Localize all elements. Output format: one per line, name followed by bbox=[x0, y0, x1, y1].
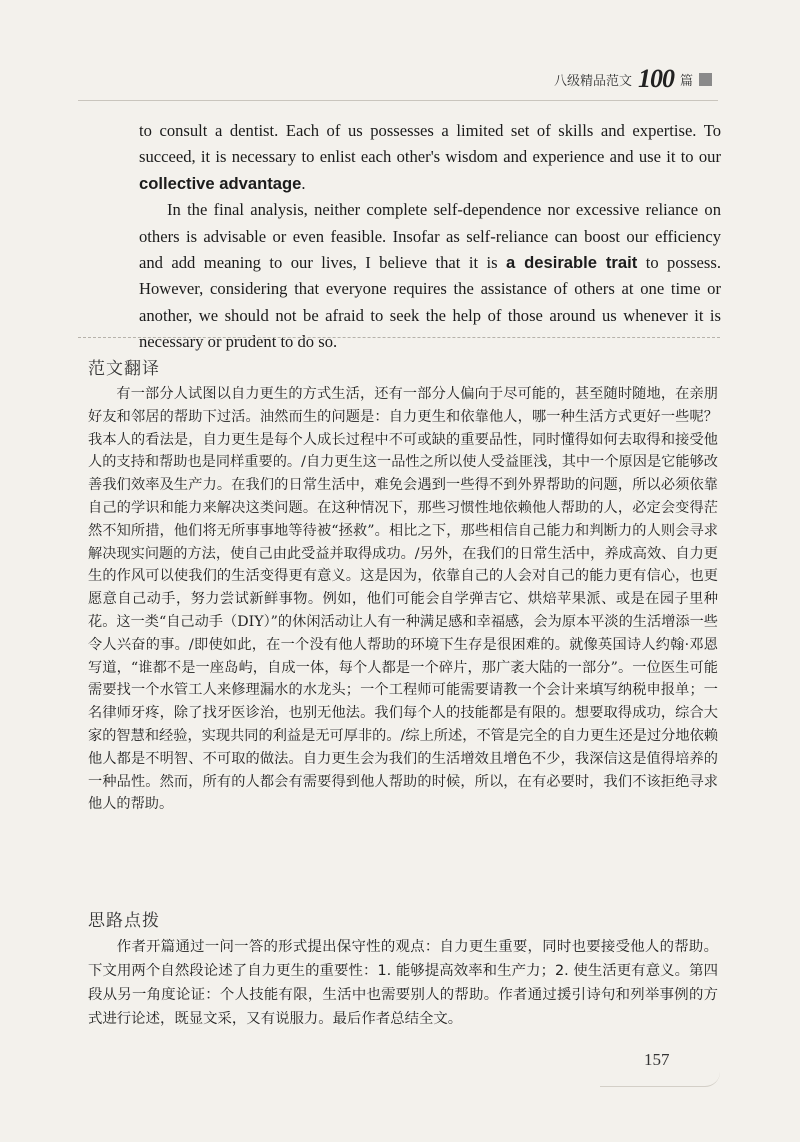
page-curl-decoration bbox=[600, 1072, 720, 1087]
p2-end: to possess. However, considering that everyone requires the assistance of others at one time or another, we should not be afraid to seek the help of those around us whenever it is necessary or prudent to do so. bbox=[139, 253, 721, 352]
analysis-body bbox=[88, 935, 718, 1031]
translation-body bbox=[88, 383, 718, 816]
p1-end: . bbox=[301, 173, 306, 193]
header-suffix: 篇 bbox=[679, 73, 693, 89]
english-essay bbox=[139, 118, 721, 356]
translation-paragraph: 有一部分人试图以自力更生的方式生活，还有一部分人偏向于尽可能的，甚至随时随地，在亲朋好友和邻居的帮助下过活。油然而生的问题是：自力更生和依靠他人，哪一种生活方式更好一些呢？我本人的看法是，自力更生是每个人成长过程中不可或缺的重要品性，同时懂得如何去取得和接受他人的支持和帮助也是同样重要的。/自力更生这一品性之所以使人受益匪浅，其中一个原因是它能够改善我们效率及生产力。在我们的日常生活中，难免会遇到一些得不到外界帮助的问题，所以必须依靠自己的学识和能力来解决这类问题。在这种情况下，那些习惯性地依赖他人帮助的人，必定会变得茫然不知所措，他们将无所事事地等待被“拯救”。相比之下，那些相信自己能力和判断力的人则会寻求解决现实问题的方法，使自己由此受益并取得成功。/另外，在我们的日常生活中，养成高效、自力更生的作风可以使我们的生活变得更有意义。这是因为，依靠自己的人会对自己的能力更有信心，也更愿意自己动手，努力尝试新鲜事物。例如，他们可能会自学弹吉它、烘焙苹果派、或是在园子里种花。这一类“自己动手（DIY）”的休闲活动让人有一种满足感和幸福感，会为原本平淡的生活增添一些令人兴奋的事。/即使如此，在一个没有他人帮助的环境下生存是很困难的。就像英国诗人约翰·邓恩写道，“谁都不是一座岛屿，自成一体，每个人都是一个碎片，那广袤大陆的一部分”。一位医生可能需要找一个水管工人来修理漏水的水龙头；一个工程师可能需要请教一个会计来填写纳税申报单；一名律师牙疼，除了找牙医诊治，也别无他法。我们每个人的技能都是有限的。想要取得成功，综合大家的智慧和经验，实现共同的利益是无可厚非的。/综上所述，不管是完全的自力更生还是过分地依赖他人都是不明智、不可取的做法。自力更生会为我们的生活增效且增色不少，我深信这是值得培养的一种品性。然而，所有的人都会有需要得到他人帮助的时候，所以，在有必要时，我们不该拒绝寻求他人的帮助。 bbox=[88, 386, 718, 813]
english-paragraph-1 bbox=[139, 118, 721, 197]
analysis-title: 思路点拨 bbox=[88, 911, 160, 931]
p1-text: to consult a dentist. Each of us possesses a limited set of skills and expertise. To succeed, it is necessary to enlist each other's wisdom and experience and use it to our bbox=[139, 121, 721, 167]
header-rule bbox=[78, 100, 718, 101]
analysis-paragraph: 作者开篇通过一问一答的形式提出保守性的观点：自力更生重要，同时也要接受他人的帮助。下文用两个自然段论述了自力更生的重要性：1. 能够提高效率和生产力；2. 使生活更有意义。第四段从另一角度论证：个人技能有限，生活中也需要别人的帮助。作者通过援引诗句和列举事例的方式进行论述，既显文采，又有说服力。最后作者总结全文。 bbox=[88, 939, 718, 1027]
translation-title: 范文翻译 bbox=[88, 359, 160, 379]
header-series: 八级精品范文 bbox=[553, 73, 632, 89]
page-number: 157 bbox=[644, 1050, 670, 1069]
header-square-icon bbox=[699, 73, 712, 86]
p2-bold-phrase: a desirable trait bbox=[506, 253, 638, 273]
english-paragraph-2 bbox=[139, 197, 721, 355]
header-number: 100 bbox=[637, 64, 674, 93]
p2-text: In the final analysis, neither complete self-dependence nor excessive reliance on others is advisable or even feasible. Insofar as self-reliance can boost our efficiency and add meaning to our lives, I believe that it is bbox=[139, 200, 721, 273]
p1-bold-phrase: collective advantage bbox=[139, 173, 302, 193]
section-divider bbox=[78, 337, 720, 338]
running-header bbox=[554, 64, 712, 94]
